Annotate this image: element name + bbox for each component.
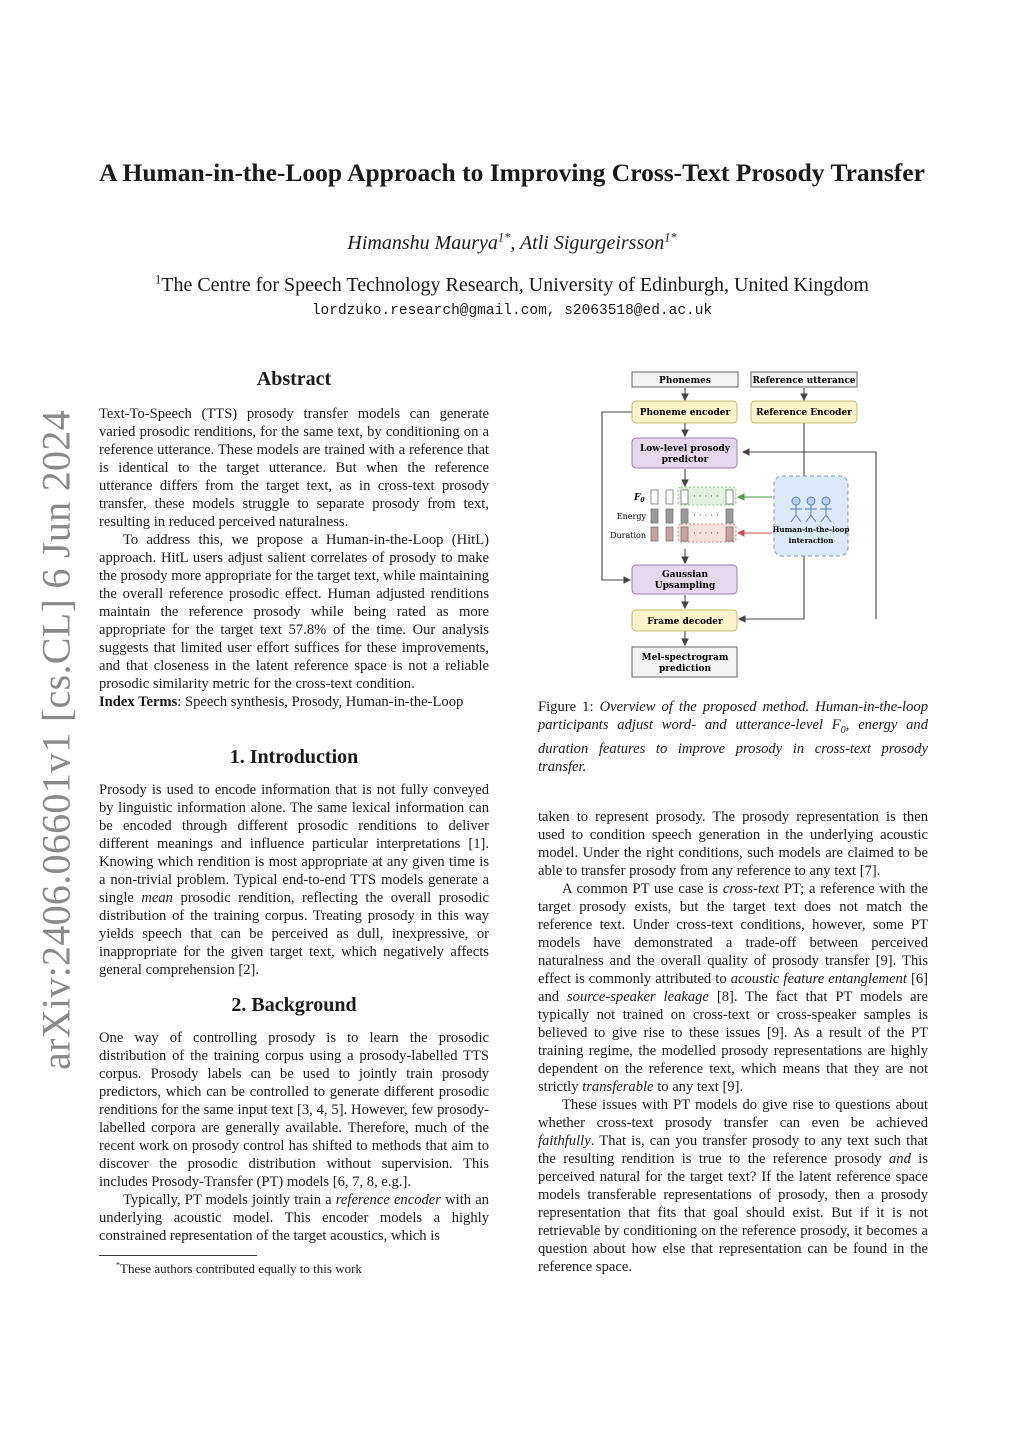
emphasis: faithfully bbox=[538, 1133, 591, 1149]
author-sup: 1* bbox=[664, 230, 677, 245]
hitl-label: interaction bbox=[788, 536, 834, 545]
mel-label: Mel-spectrogram bbox=[641, 653, 729, 663]
text-run: is perceived natural for the target text? If the latent reference space models transferable representations of prosody, then a prosody representation that fits that goal should exist. But if it is not retrievable by conditioning on the reference prosody, it becomes a question about how else that representation can be found in the reference space. bbox=[538, 1151, 928, 1275]
text-run: Typically, PT models jointly train a bbox=[123, 1192, 336, 1208]
affiliation-sup: 1 bbox=[155, 272, 162, 287]
text-run: [6] and bbox=[538, 971, 928, 1005]
emphasis: acoustic feature entanglement bbox=[730, 971, 907, 987]
author-list bbox=[0, 232, 1024, 255]
ellipsis-dots bbox=[693, 492, 719, 539]
emphasis: mean bbox=[141, 890, 173, 906]
reference-utterance-label: Reference utterance bbox=[752, 376, 856, 386]
intro-body bbox=[99, 781, 489, 979]
text-run: with an underlying acoustic model. This encoder models a highly constrained representation of the target acoustics, which is bbox=[99, 1192, 489, 1244]
figure-caption bbox=[538, 698, 928, 776]
f0-bar bbox=[726, 490, 733, 504]
intro-heading bbox=[99, 748, 489, 766]
author-name: Atli Sigurgeirsson bbox=[519, 232, 665, 254]
lowlevel-prosody-label: predictor bbox=[661, 455, 709, 465]
emphasis: cross-text bbox=[722, 881, 780, 897]
f0-bar bbox=[666, 490, 673, 504]
affiliation bbox=[0, 274, 1024, 297]
frame-decoder-label: Frame decoder bbox=[647, 617, 723, 627]
index-terms bbox=[99, 693, 489, 711]
skip-arrow bbox=[602, 412, 632, 580]
energy-bar bbox=[681, 509, 688, 523]
ellipsis: · · · · · bbox=[693, 529, 719, 539]
background-heading bbox=[99, 996, 489, 1014]
intro-heading-text: 1. Introduction bbox=[229, 746, 359, 768]
caption-label: Figure 1: bbox=[538, 699, 600, 715]
text-run: to any text [9]. bbox=[653, 1079, 744, 1095]
abstract-paragraph: To address this, we propose a Human-in-the-Loop (HitL) approach. HitL users adjust salient correlates of prosody to make the prosody more appropriate for the target text, while maintaining the overall reference prosodic effect. Human adjusted renditions maintain the reference prosody while being rated as more appropriate for the target text 57.8% of the time. Our analysis suggests that limited user effort suffices for these improvements, and that closeness in the latent reference space is not a reliable prosodic similarity metric for the cross-text condition. bbox=[99, 532, 489, 692]
f0-bar bbox=[681, 490, 688, 504]
caption-math: $F_0$ bbox=[831, 717, 846, 736]
energy-label: Energy bbox=[616, 512, 646, 521]
background-body bbox=[99, 1029, 489, 1245]
footnote bbox=[116, 1261, 362, 1277]
caption-text: Overview of the proposed method. Human-in-the-loop participants adjust word- and utterance-level bbox=[538, 699, 928, 733]
emphasis: source-speaker leakage bbox=[567, 989, 709, 1005]
phonemes-label: Phonemes bbox=[659, 376, 711, 386]
body-paragraph: taken to represent prosody. The prosody representation is then used to condition speech generation in the underlying acoustic model. Under the right conditions, such models are claimed to be able to transfer prosody from any reference to any text [7]. bbox=[538, 809, 928, 879]
figure-diagram bbox=[596, 366, 888, 678]
energy-bar bbox=[666, 509, 673, 523]
lowlevel-prosody-label: Low-level prosody bbox=[639, 444, 731, 454]
f0-label: $F_0$ bbox=[634, 493, 645, 504]
duration-bar bbox=[726, 527, 733, 541]
intro-paragraph bbox=[99, 781, 489, 979]
ellipsis: · · · · · bbox=[693, 511, 719, 521]
arxiv-stamp: arXiv:2406.06601v1 [cs.CL] 6 Jun 2024 bbox=[33, 410, 79, 1070]
emphasis: transferable bbox=[582, 1079, 654, 1095]
index-terms-label: Index Terms bbox=[99, 694, 178, 710]
background-heading-text: 2. Background bbox=[231, 994, 357, 1016]
abstract-body bbox=[99, 405, 489, 711]
right-column-body bbox=[538, 808, 928, 1276]
author-sup: 1* bbox=[497, 230, 511, 245]
index-terms-text: : Speech synthesis, Prosody, Human-in-the-Loop bbox=[177, 694, 464, 710]
footnote-rule bbox=[99, 1255, 257, 1256]
text-run: prosodic rendition, reflecting the overall prosodic distribution of the training corpus. Treating prosody in this way yields speech that can be perceived as dull, inexpressive, or inappropriate for the given target text, which negatively affects general comprehension [2]. bbox=[99, 890, 489, 978]
footnote-mark: * bbox=[116, 1260, 121, 1270]
duration-bar bbox=[651, 527, 658, 541]
body-paragraph bbox=[538, 880, 928, 1096]
duration-bar bbox=[681, 527, 688, 541]
duration-bar bbox=[666, 527, 673, 541]
caption-text: , energy and duration features to improve prosody in cross-text prosody transfer. bbox=[538, 717, 928, 775]
author-name: Himanshu Maurya bbox=[347, 232, 498, 254]
author-emails: lordzuko.research@gmail.com, s2063518@ed.ac.uk bbox=[311, 303, 713, 319]
energy-bar bbox=[651, 509, 658, 523]
gaussian-label: Upsampling bbox=[654, 581, 716, 591]
f0-bar bbox=[651, 490, 658, 504]
energy-bar bbox=[726, 509, 733, 523]
text-run: These issues with PT models do give rise to questions about whether cross-text prosody transfer can even be achieved bbox=[538, 1097, 928, 1131]
text-run: . That is, can you transfer prosody to any text such that the resulting rendition is true to the reference prosody bbox=[538, 1133, 928, 1167]
footnote-text: These authors contributed equally to this work bbox=[120, 1261, 362, 1276]
emphasis: and bbox=[888, 1151, 911, 1167]
phoneme-encoder-label: Phoneme encoder bbox=[639, 408, 731, 418]
paper-title: A Human-in-the-Loop Approach to Improving Cross-Text Prosody Transfer bbox=[99, 158, 925, 187]
reference-encoder-label: Reference Encoder bbox=[756, 408, 852, 418]
background-paragraph: One way of controlling prosody is to learn the prosodic distribution of the training corpus using a prosody-labelled TTS corpus. Prosody labels can be used to jointly train prosody predictors, which can be controlled to generate different prosodic renditions for the same input text [3, 4, 5]. However, few prosody-labelled corpora are generally available. Therefore, much of the recent work on prosody control has shifted to methods that aim to discover the prosodic distribution without supervision. This includes Prosody-Transfer (PT) models [6, 7, 8, e.g.]. bbox=[99, 1030, 489, 1190]
author-separator: , bbox=[510, 232, 520, 254]
abstract-heading-text: Abstract bbox=[256, 368, 332, 390]
duration-label: Duration bbox=[610, 531, 646, 540]
mel-label: prediction bbox=[658, 664, 712, 674]
affiliation-text: The Centre for Speech Technology Research, University of Edinburgh, United Kingdom bbox=[161, 274, 869, 296]
gaussian-label: Gaussian bbox=[662, 570, 708, 580]
background-paragraph bbox=[99, 1191, 489, 1245]
text-run: PT; a reference with the target prosody exists, but the target text does not match the reference text. Under cross-text conditions, however, some PT models have demonstrated a trade-off between perceived naturalness and the overall quality of prosody transfer [9]. This effect is commonly attributed to bbox=[538, 881, 928, 987]
text-run: A common PT use case is bbox=[562, 881, 723, 897]
ellipsis: · · · · · bbox=[693, 492, 719, 502]
text-run: Prosody is used to encode information that is not fully conveyed by linguistic information alone. The same lexical information can be encoded through different prosodic renditions to deliver different meanings and influence particular interpretations [1]. Knowing which rendition is most appropriate at any given time is a non-trivial problem. Typical end-to-end TTS models generate a single bbox=[99, 782, 489, 906]
abstract-paragraph: Text-To-Speech (TTS) prosody transfer models can generate varied prosodic renditions, for the same text, by conditioning on a reference utterance. These models are trained with a reference that is identical to the target utterance. But when the reference utterance differs from the target text, as in cross-text prosody transfer, these models struggle to separate prosody from text, resulting in reduced perceived naturalness. bbox=[99, 406, 489, 530]
body-paragraph bbox=[538, 1096, 928, 1276]
hitl-label: Human-in-the-loop bbox=[772, 525, 850, 534]
emphasis: reference encoder bbox=[335, 1192, 441, 1208]
text-run: [8]. The fact that PT models are typically not trained on cross-text or cross-speaker samples is believed to give rise to these issues [9]. As a result of the PT training regime, the modelled prosody representations are highly dependent on the reference text, which means that they are not strictly bbox=[538, 989, 928, 1095]
abstract-heading bbox=[99, 370, 489, 388]
